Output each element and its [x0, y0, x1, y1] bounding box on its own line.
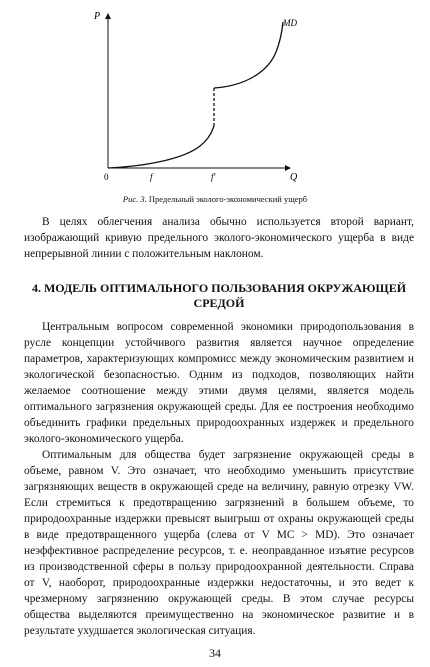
- tick-f-prime-label: f': [211, 172, 216, 182]
- y-axis-label: P: [94, 11, 101, 22]
- figure-caption: [0, 194, 430, 204]
- marginal-damage-graph: [0, 0, 430, 196]
- paragraph-1: В целях облегчения анализа обычно используется второй вариант, изображающий кривую предельного эколого-экономического ущерба в виде непрерывной линии с положительным наклоном.: [24, 216, 414, 260]
- tick-f-label: f: [150, 172, 153, 182]
- origin-label: 0: [104, 172, 109, 182]
- x-axis-label: Q: [290, 172, 298, 183]
- page-number: 34: [209, 646, 221, 660]
- caption-text: Предельный эколого-экономический ущерб: [148, 194, 308, 204]
- caption-figure-number: Рис. 3.: [122, 194, 147, 204]
- figure-marginal-damage: [0, 0, 430, 196]
- md-curve-lower: [108, 126, 214, 168]
- section-heading: 4. МОДЕЛЬ ОПТИМАЛЬНОГО ПОЛЬЗОВАНИЯ ОКРУЖАЮЩЕЙ СРЕДОЙ: [31, 281, 407, 310]
- curve-label-md: MD: [283, 18, 297, 28]
- paragraph-3: Оптимальным для общества будет загрязнение окружающей среды в объеме, равном V. Это означает, что необходимо уменьшить присутствие загрязняющих веществ в окружающей среде на величину, равную отрезку VW. Если стремиться к предотвращению загрязнений в большем объеме, то природоохранные издержки превысят выигрыш от охраны окружающей среды в виде предотвращенного ущерба (слева от V MC > MD). Это означает неэффективное распределение ресурсов, т. е. неоправданное изъятие ресурсов из производственной сферы в пользу природоохранной деятельности. Справа от V, наоборот, природоохранные издержки недостаточны, и это ведет к чрезмерному загрязнению окружающей среды. В этом случае ресурсы общества выделяются преимущественно на экономическое развитие и в результате ухудшается экологическая ситуация.: [24, 449, 414, 637]
- paragraph-2: Центральным вопросом современной экономики природопользования в русле концепции устойчивого развития является научное определение параметров, характеризующих компромисс между экономическим развитием и экологической безопасностью. Одним из подходов, позволяющих найти желаемое соотношение между этими двумя целями, является модель оптимального загрязнения окружающей среды. Для ее построения необходимо объединить графики предельных природоохранных издержек и предельного эколого-экономического ущерба.: [24, 321, 414, 445]
- md-curve-upper: [214, 22, 283, 88]
